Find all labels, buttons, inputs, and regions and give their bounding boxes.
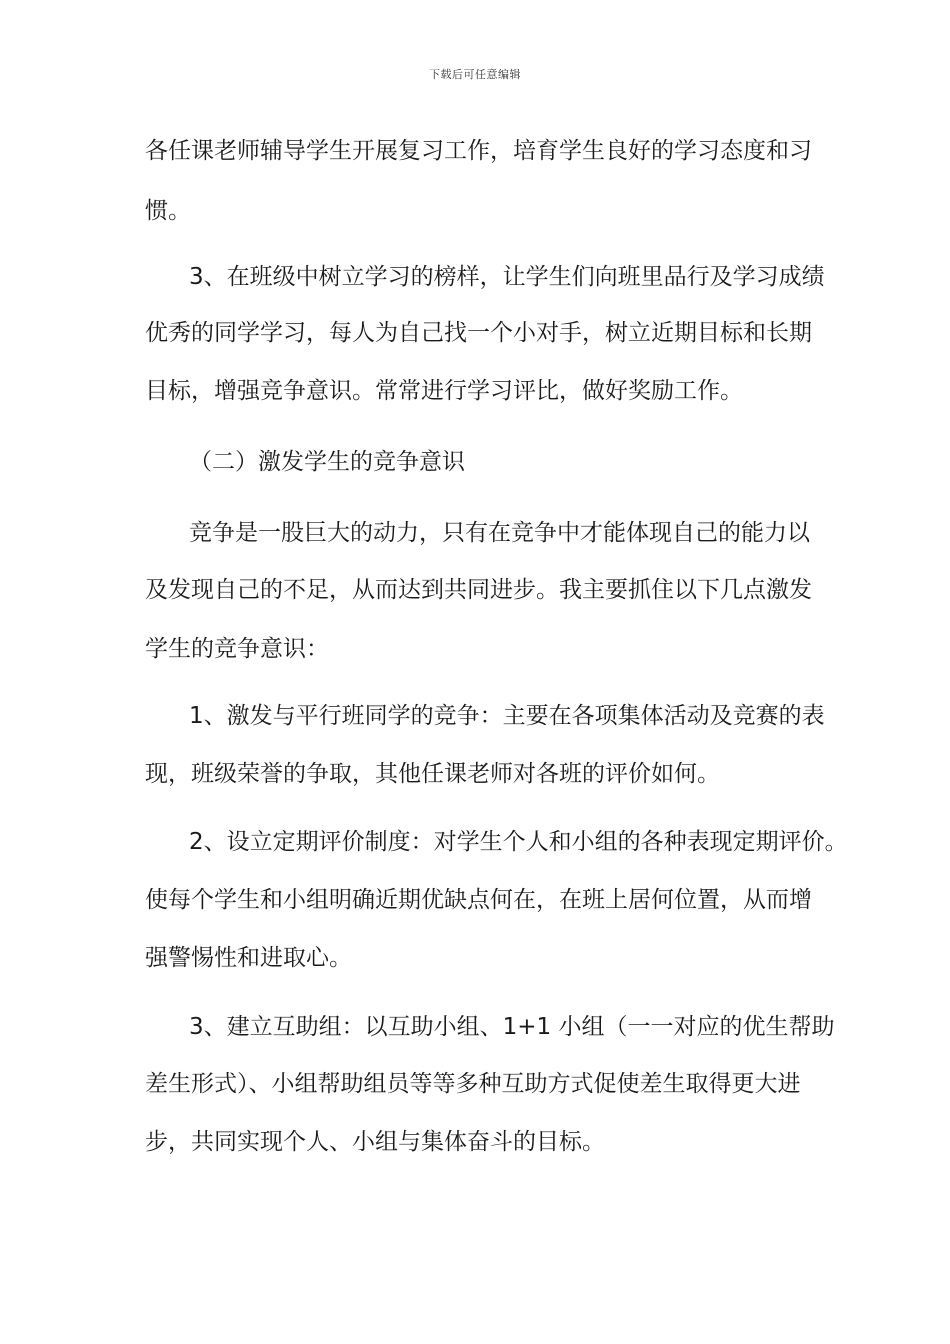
body-line: 2、设立定期评价制度：对学生个人和小组的各种表现定期评价。 [189, 829, 848, 855]
body-line: 惯。 [145, 198, 191, 224]
body-line: 3、建立互助组：以互助小组、1+1 小组（一一对应的优生帮助 [189, 1014, 835, 1040]
page-header-note: 下载后可任意编辑 [429, 68, 521, 81]
body-line: 目标，增强竞争意识。常常进行学习评比，做好奖励工作。 [145, 378, 743, 404]
body-line: 现，班级荣誉的争取，其他任课老师对各班的评价如何。 [145, 761, 720, 787]
body-line: 步，共同实现个人、小组与集体奋斗的目标。 [145, 1129, 605, 1155]
body-line: 学生的竞争意识： [145, 636, 329, 662]
body-line: 差生形式）、小组帮助组员等等多种互助方式促使差生取得更大进 [145, 1071, 801, 1097]
body-line: 使每个学生和小组明确近期优缺点何在，在班上居何位置，从而增 [145, 887, 812, 913]
body-line: 竞争是一股巨大的动力，只有在竞争中才能体现自己的能力以 [189, 520, 810, 546]
body-line: 优秀的同学学习，每人为自己找一个小对手，树立近期目标和长期 [145, 320, 812, 346]
body-line: 强警惕性和进取心。 [145, 945, 352, 971]
body-line: 及发现自己的不足，从而达到共同进步。我主要抓住以下几点激发 [145, 577, 812, 603]
section-heading: （二）激发学生的竞争意识 [189, 449, 465, 475]
body-line: 3、在班级中树立学习的榜样，让学生们向班里品行及学习成绩 [189, 264, 825, 290]
body-line: 1、激发与平行班同学的竞争：主要在各项集体活动及竞赛的表 [189, 703, 825, 729]
body-line: 各任课老师辅导学生开展复习工作，培育学生良好的学习态度和习 [145, 138, 812, 164]
